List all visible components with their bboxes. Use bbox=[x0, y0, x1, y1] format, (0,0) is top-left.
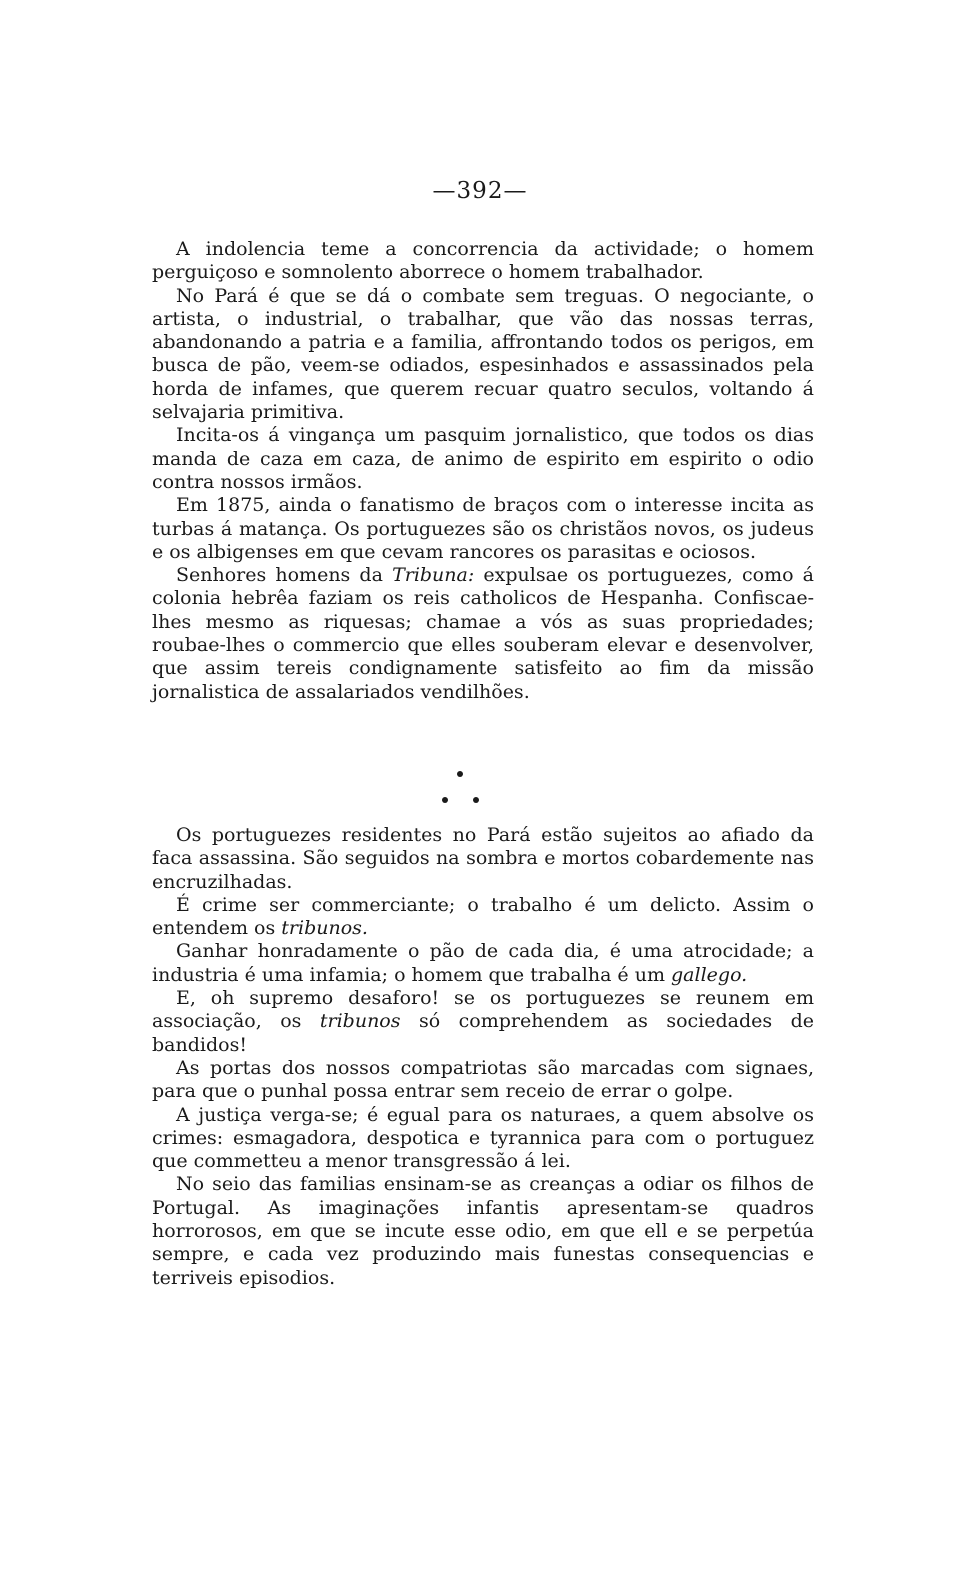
section-1 bbox=[152, 238, 814, 704]
paragraph: A justiça verga-se; é egual para os naturaes, a quem absolve os crimes: esmagadora, despotica e tyrannica para com o portuguez que commetteu a menor transgressão á lei. bbox=[152, 1103, 814, 1173]
text-run: Senhores homens da bbox=[176, 564, 393, 587]
page-number: —392— bbox=[432, 178, 528, 204]
paragraph bbox=[152, 564, 814, 704]
paragraph: No Pará é que se dá o combate sem treguas. O negociante, o artista, o industrial, o trabalhar, que vão das nossas terras, abandonando a patria e a familia, affrontando todos os perigos, em busca de pão, veem-se odiados, espesinhados e assassinados pela horda de infames, que querem recuar quatro seculos, voltando á selvajaria primitiva. bbox=[152, 284, 814, 424]
text-run: expulsae os portuguezes, como á colonia hebrêa faziam os reis catholicos de Hespanha. Confiscae-lhes mesmo as riquesas; chamae a vós as suas propriedades; roubae-lhes o commercio que elles souberam elevar e desenvolver, que assim tereis condignamente satisfeito ao fim da missão jornalistica de assalariados vendilhões. bbox=[152, 564, 814, 703]
paragraph: A indolencia teme a concorrencia da actividade; o homem perguiçoso e somnolento aborrece o homem trabalhador. bbox=[152, 238, 814, 284]
asterisk-dot-icon bbox=[473, 797, 479, 803]
asterisk-dot-icon bbox=[442, 797, 448, 803]
paragraph bbox=[152, 894, 814, 941]
section-2 bbox=[152, 824, 814, 1290]
paragraph bbox=[152, 987, 814, 1057]
text-run: Ganhar honradamente o pão de cada dia, é uma atrocidade; a industria é uma infamia; o homem que trabalha é um bbox=[152, 940, 814, 986]
text-run: É crime ser commerciante; o trabalho é um delicto. Assim o entendem os bbox=[152, 893, 814, 940]
paragraph: No seio das familias ensinam-se as creanças a odiar os filhos de Portugal. As imaginações infantis apresentam-se quadros horrorosos, em que se incute esse odio, em que ell e se perpetúa sempre, e cada vez produzindo mais funestas consequencias e terriveis episodios. bbox=[152, 1173, 814, 1289]
asterisk-dot-icon bbox=[457, 771, 463, 777]
paragraph bbox=[152, 940, 814, 987]
paragraph: Os portuguezes residentes no Pará estão sujeitos ao afiado da faca assassina. São seguidos na sombra e mortos cobardemente nas encruzilhadas. bbox=[152, 824, 814, 893]
text-run: só comprehendem as sociedades de bandidos! bbox=[152, 1010, 814, 1056]
italic-word: tribunos. bbox=[281, 917, 368, 940]
asterism-separator bbox=[440, 760, 500, 810]
paragraph: As portas dos nossos compatriotas são marcadas com signaes, para que o punhal possa entrar sem receio de errar o golpe. bbox=[152, 1056, 814, 1103]
paragraph: Em 1875, ainda o fanatismo de braços com o interesse incita as turbas á matança. Os portuguezes são os christãos novos, os judeus e os albigenses em que cevam rancores os parasitas e ociosos. bbox=[152, 494, 814, 563]
italic-word: tribunos bbox=[319, 1010, 401, 1033]
italic-title: Tribuna: bbox=[392, 564, 475, 587]
text-run: E, oh supremo desaforo! se os portuguezes se reunem em associação, os bbox=[152, 987, 814, 1033]
italic-word: gallego. bbox=[671, 963, 748, 986]
paragraph: Incita-os á vingança um pasquim jornalistico, que todos os dias manda de caza em caza, de animo de espirito em espirito o odio contra nossos irmãos. bbox=[152, 424, 814, 493]
